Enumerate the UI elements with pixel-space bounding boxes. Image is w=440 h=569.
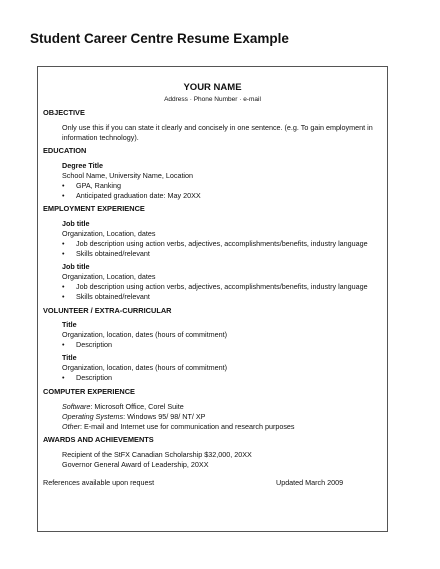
job-title: Job title xyxy=(62,262,90,271)
degree-title: Degree Title xyxy=(62,161,104,170)
education-heading: EDUCATION xyxy=(43,146,87,155)
volunteer-title: Title xyxy=(62,320,77,329)
job-bullet: • Job description using action verbs, adjectives, accomplishments/benefits, industry language xyxy=(76,239,368,248)
volunteer-org: Organization, location, dates (hours of commitment) xyxy=(62,363,227,372)
volunteer-bullet: • Description xyxy=(76,340,112,349)
other-value: : E-mail and Internet use for communication and research purposes xyxy=(79,422,295,431)
school-line: School Name, University Name, Location xyxy=(62,171,194,180)
award-item: Recipient of the StFX Canadian Scholarship $32,000, 20XX xyxy=(62,450,252,459)
volunteer-org: Organization, location, dates (hours of commitment) xyxy=(62,330,227,339)
volunteer-heading: VOLUNTEER / EXTRA-CURRICULAR xyxy=(43,306,172,315)
job-org: Organization, Location, dates xyxy=(62,272,156,281)
awards-heading: AWARDS AND ACHIEVEMENTS xyxy=(43,435,154,444)
objective-text-line-2: information technology). xyxy=(62,133,139,142)
page-title: Student Career Centre Resume Example xyxy=(30,31,289,46)
references-note: References available upon request xyxy=(43,478,155,487)
award-item: Governor General Award of Leadership, 20XX xyxy=(62,460,209,469)
job-title: Job title xyxy=(62,219,90,228)
job-org: Organization, Location, dates xyxy=(62,229,156,238)
objective-text-line-1: Only use this if you can state it clearly and concisely in one sentence. (e.g. To gain employment in xyxy=(62,123,373,132)
contact-line: Address · Phone Number · e-mail xyxy=(164,96,261,103)
other-label: Other xyxy=(62,422,80,431)
education-bullet: • GPA, Ranking xyxy=(76,181,121,190)
volunteer-title: Title xyxy=(62,353,77,362)
os-value: : Windows 95/ 98/ NT/ XP xyxy=(123,412,206,421)
job-bullet: • Skills obtained/relevant xyxy=(76,292,150,301)
software-value: : Microsoft Office, Corel Suite xyxy=(90,402,184,411)
objective-heading: OBJECTIVE xyxy=(43,108,85,117)
updated-date: Updated March 2009 xyxy=(276,478,344,487)
software-line xyxy=(62,402,184,411)
computer-heading: COMPUTER EXPERIENCE xyxy=(43,387,135,396)
job-bullet: • Job description using action verbs, adjectives, accomplishments/benefits, industry language xyxy=(76,282,368,291)
resume-name: YOUR NAME xyxy=(183,82,242,93)
os-line xyxy=(62,412,205,421)
other-line xyxy=(62,422,295,431)
volunteer-bullet: • Description xyxy=(76,373,112,382)
os-label: Operating Systems xyxy=(62,412,124,421)
employment-heading: EMPLOYMENT EXPERIENCE xyxy=(43,204,145,213)
software-label: Software xyxy=(62,402,91,411)
education-bullet: • Anticipated graduation date: May 20XX xyxy=(76,191,201,200)
job-bullet: • Skills obtained/relevant xyxy=(76,249,150,258)
resume-frame xyxy=(37,66,388,532)
